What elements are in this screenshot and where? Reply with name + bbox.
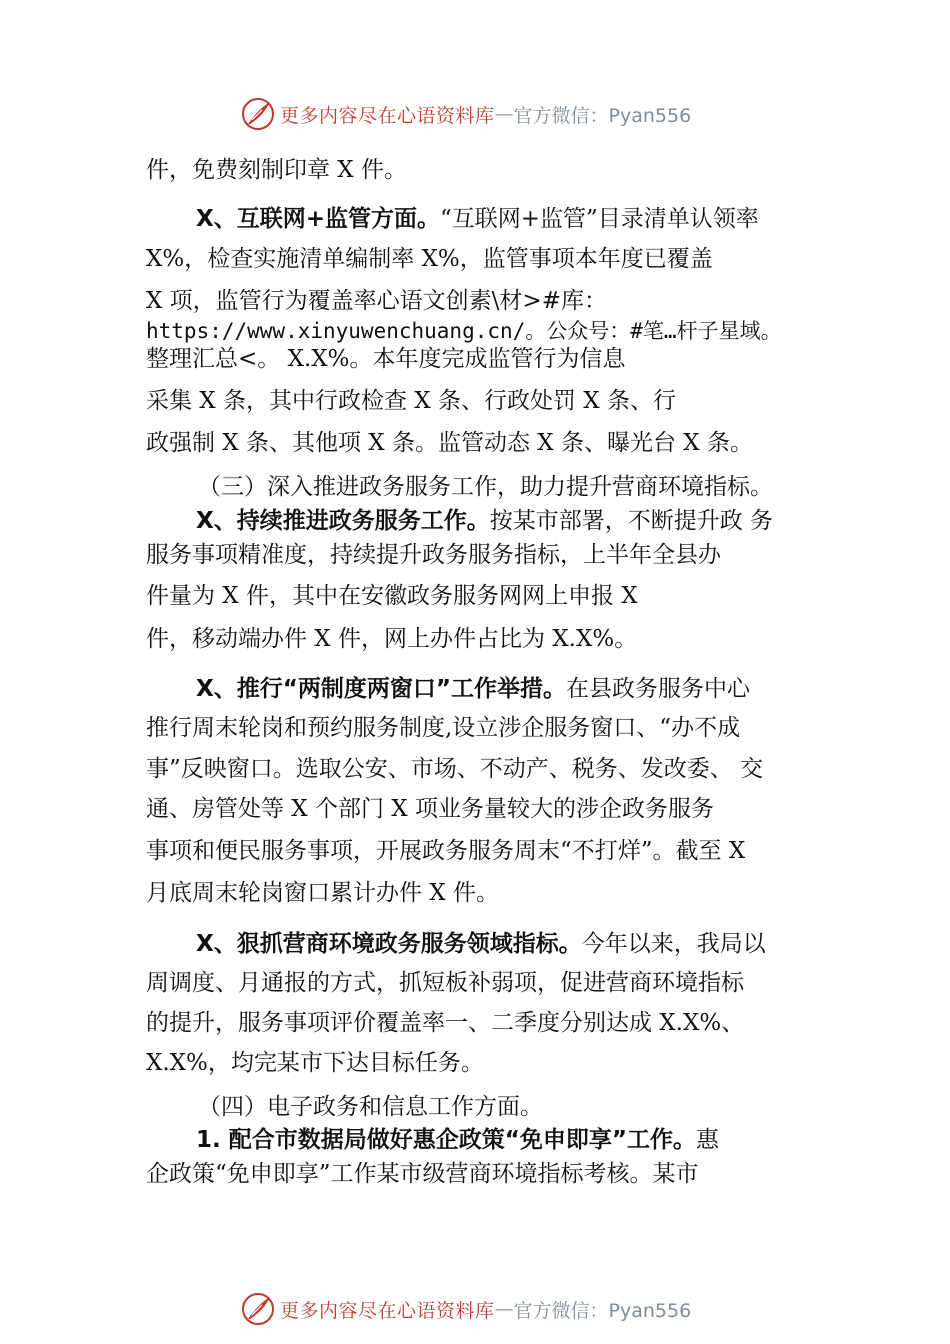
text-line: X.X%，均完某市下达目标任务。 [146, 1050, 484, 1076]
text-line: 政强制 X 条、其他项 X 条。监管动态 X 条、曝光台 X 条。 [146, 430, 753, 456]
text-line: X 项，监管行为覆盖率心语文创素\材>#库： [146, 288, 607, 314]
watermark-contact: 官方微信：Pyan556 [513, 104, 692, 127]
text-line: 1. 配合市数据局做好惠企政策“免申即享”工作。惠 [196, 1127, 719, 1153]
text-line: 件量为 X 件，其中在安徽政务服务网网上申报 X [146, 583, 638, 609]
text-line: 企政策“免申即享”工作某市级营商环境指标考核。某市 [146, 1161, 699, 1187]
text-line: 件，免费刻制印章 X 件。 [146, 157, 407, 183]
text-line: 事项和便民服务事项，开展政务服务周末“不打烊”。截至 X [146, 838, 746, 864]
text-line: X、持续推进政务服务工作。按某市部署，不断提升政 务 [196, 508, 774, 534]
quill-logo-icon [240, 1291, 276, 1327]
watermark-dash: — [494, 103, 514, 125]
text-line: 采集 X 条，其中行政检查 X 条、行政处罚 X 条、行 [146, 388, 676, 414]
text-line: https://www.xinyuwenchuang.cn/。公众号：#笔…杆子星域。 [146, 319, 782, 343]
watermark-dash: — [494, 1298, 514, 1320]
section-heading: （四）电子政务和信息工作方面。 [198, 1094, 543, 1120]
text-line: 服务事项精准度，持续提升政务服务指标，上半年全县办 [146, 542, 721, 568]
watermark-text-main: 更多内容尽在心语资料库 [280, 104, 495, 127]
watermark-banner-bottom [240, 1289, 740, 1329]
text-line: 周调度、月通报的方式，抓短板补弱项，促进营商环境指标 [146, 970, 744, 996]
text-line: 整理汇总<。 X.X%。本年度完成监管行为信息 [146, 346, 626, 372]
text-line: 月底周末轮岗窗口累计办件 X 件。 [146, 880, 499, 906]
text-line: 事”反映窗口。选取公安、市场、不动产、税务、发改委、 交 [146, 756, 764, 782]
text-line: X、互联网+监管方面。“互联网+监管”目录清单认领率 [196, 206, 759, 232]
watermark-contact: 官方微信：Pyan556 [513, 1299, 692, 1322]
section-heading: （三）深入推进政务服务工作，助力提升营商环境指标。 [198, 474, 773, 500]
quill-logo-icon [240, 96, 276, 132]
watermark-text-main: 更多内容尽在心语资料库 [280, 1299, 495, 1322]
text-line: 通、房管处等 X 个部门 X 项业务量较大的涉企政务服务 [146, 796, 714, 822]
text-line: X%，检查实施清单编制率 X%，监管事项本年度已覆盖 [146, 246, 713, 272]
text-line: X、狠抓营商环境政务服务领域指标。今年以来，我局以 [196, 931, 766, 957]
text-line: X、推行“两制度两窗口”工作举措。在县政务服务中心 [196, 676, 750, 702]
text-line: 的提升，服务事项评价覆盖率一、二季度分别达成 X.X%、 [146, 1010, 745, 1036]
text-line: 推行周末轮岗和预约服务制度,设立涉企服务窗口、“办不成 [146, 715, 741, 741]
text-line: 件，移动端办件 X 件，网上办件占比为 X.X%。 [146, 626, 638, 652]
watermark-banner-top [240, 94, 740, 134]
